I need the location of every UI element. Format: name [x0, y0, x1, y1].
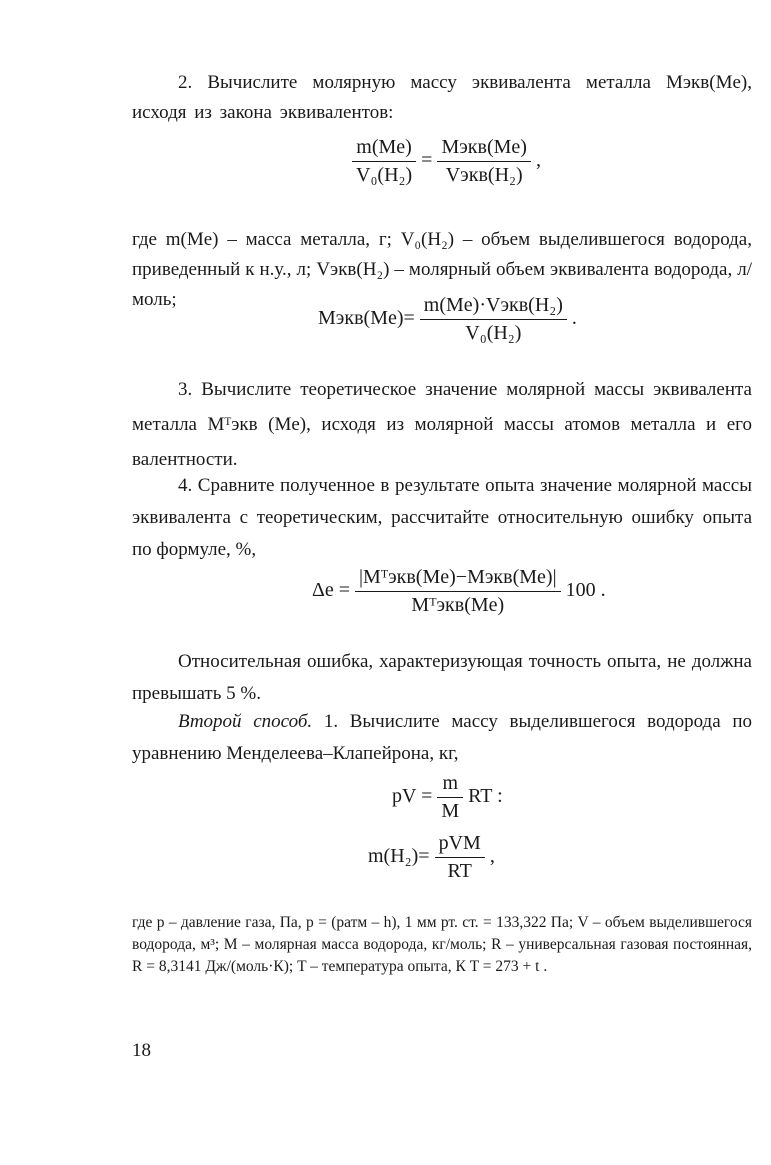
paragraph-step-4: 4. Сравните полученное в результате опыта значение молярной массы эквивалента с теоретическим, рассчитайте относительную ошибку опыта по формуле, %, [132, 475, 752, 560]
paragraph-step-3: 3. Вычислите теоретическое значение молярной массы эквивалента металла Mᵀэкв (Me), исходя из молярной массы атомов металла и его валентности. [132, 379, 752, 470]
fraction-denominator: V₀(H₂) [356, 164, 413, 186]
formula-punctuation: . [571, 307, 577, 330]
page-number: 18 [132, 1040, 151, 1061]
formula-punctuation: , [535, 149, 541, 172]
formula-lhs: pV = [392, 785, 433, 808]
fraction-numerator: Mэкв(Me) [437, 136, 531, 162]
formula-lhs: Mэкв(Me)= [318, 307, 415, 330]
paragraph-error-limit: Относительная ошибка, характеризующая точность опыта, не должна превышать 5 %. [132, 651, 752, 704]
paragraph-step-2: 2. Вычислите молярную массу эквивалента металла Mэкв(Me), исходя из закона эквивалентов: [132, 72, 752, 123]
formula-equivalent-mass [318, 294, 577, 345]
fraction-numerator: |Mᵀэкв(Me)−Mэкв(Me)| [355, 566, 561, 592]
formula-lhs: Δe = [312, 579, 351, 602]
second-method-text: 1. Вычислите массу выделившегося водорода по уравнению Менделеева–Клапейрона, кг, [132, 711, 752, 764]
formula-punctuation: , [489, 845, 495, 868]
fraction-numerator: m(Me) [352, 136, 416, 162]
paragraph-second-method [132, 706, 752, 770]
fraction-denominator: V₀(H₂) [465, 322, 522, 344]
fraction-numerator: pVM [435, 832, 485, 858]
formula-equivalents-law [352, 136, 541, 187]
fraction [435, 832, 485, 883]
formula-multiplier: 100 . [565, 579, 606, 602]
fraction-numerator: m [437, 772, 463, 798]
fraction-denominator: RT [447, 860, 472, 882]
fraction-denominator: Mᵀэкв(Me) [411, 594, 505, 616]
formula-hydrogen-mass [368, 832, 495, 883]
fraction-left [352, 136, 416, 187]
second-method-label: Второй способ. [178, 711, 313, 732]
fraction-denominator: Vэкв(H₂) [445, 164, 523, 186]
formula-tail: RT : [468, 785, 503, 808]
fraction [355, 566, 561, 617]
equals-sign: = [421, 149, 433, 172]
formula-clapeyron [392, 772, 503, 823]
formula-lhs: m(H₂)= [368, 845, 430, 868]
formula-relative-error [312, 566, 606, 617]
paragraph-legend-1: где m(Me) – масса металла, г; V₀(H₂) – объем выделившегося водорода, приведенный к н.у., л; Vэкв(H₂) – молярный объем эквивалента водорода, л/моль; [132, 229, 752, 310]
fraction [437, 772, 463, 823]
fraction [420, 294, 567, 345]
fraction-right [437, 136, 531, 187]
fraction-denominator: M [441, 800, 460, 822]
fraction-numerator: m(Me)·Vэкв(H₂) [420, 294, 567, 320]
paragraph-legend-2: где p – давление газа, Па, p = (pатм – h), 1 мм рт. ст. = 133,322 Па; V – объем выделившегося водорода, м³; M – молярная масса водорода, кг/моль; R – универсальная газовая постоянная, R = 8,3141 Дж/(моль·К); T – температура опыта, К T = 273 + t . [132, 914, 752, 975]
